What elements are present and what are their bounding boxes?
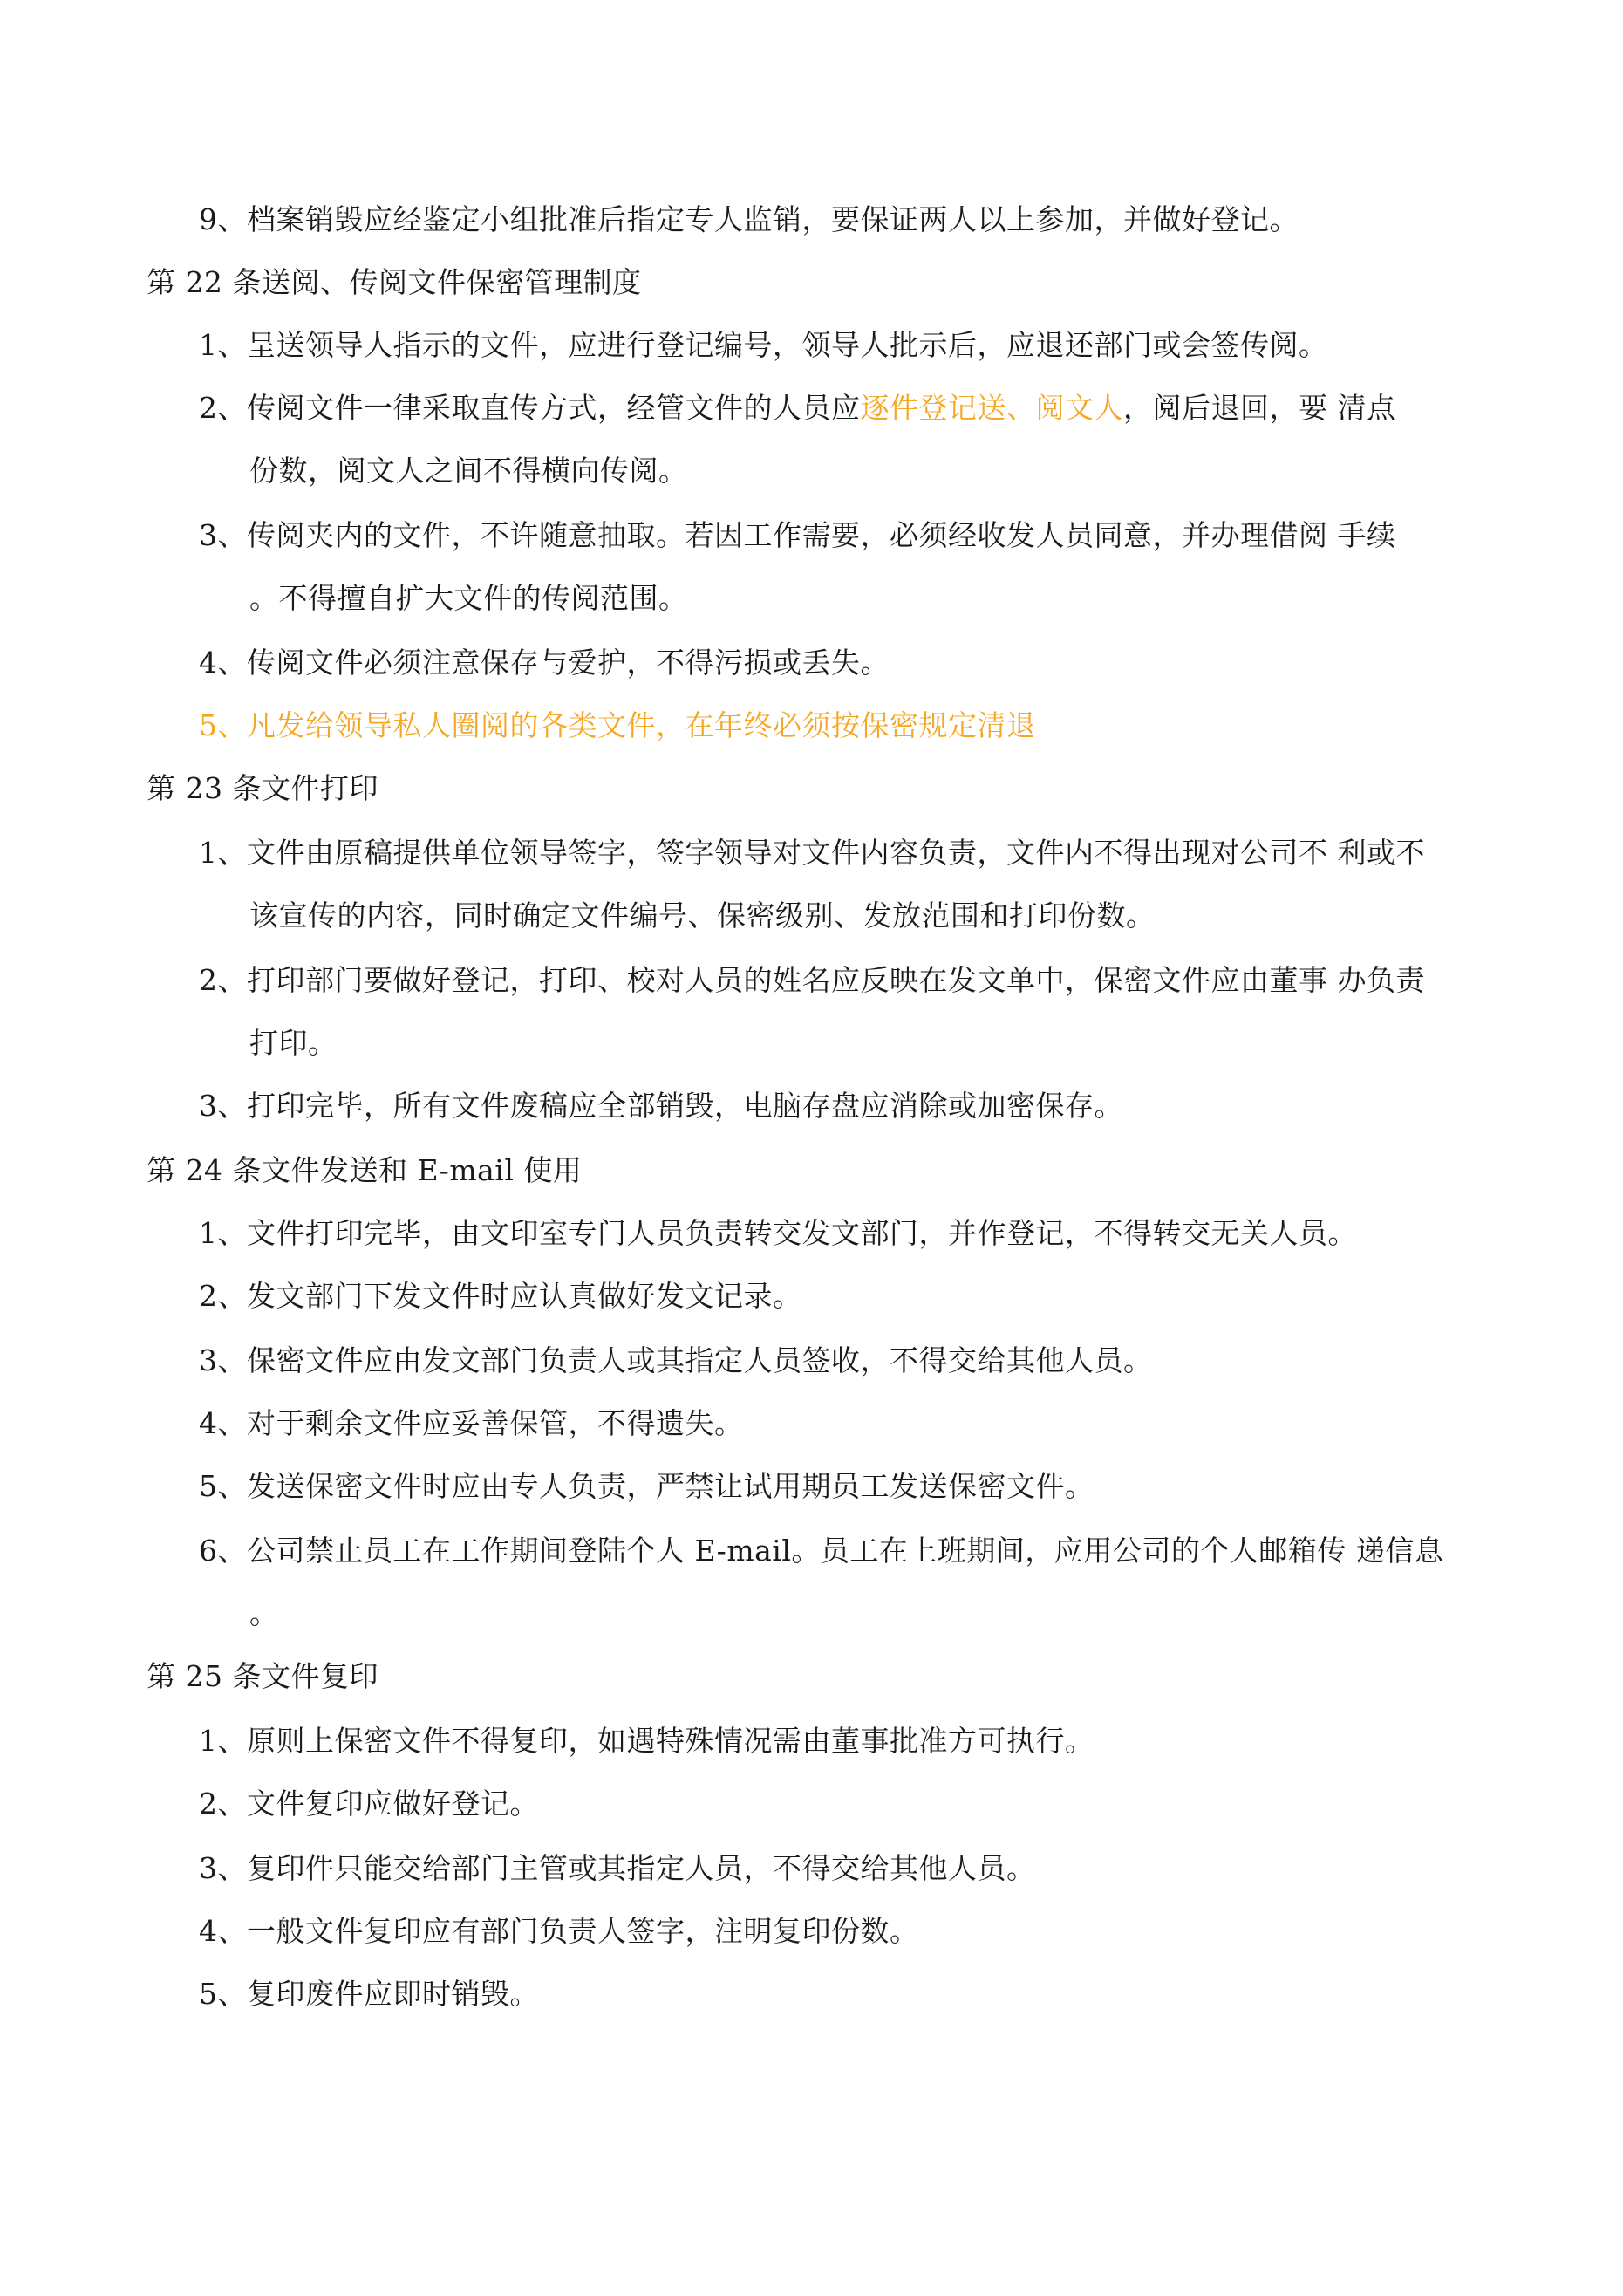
list-item-continuation bbox=[249, 1595, 279, 1633]
list-item bbox=[199, 1849, 1036, 1888]
text-run: 9、档案销毁应经鉴定小组批准后指定专人监销，要保证两人以上参加，并做好登记。 bbox=[199, 202, 1299, 236]
text-run: 1、文件由原稿提供单位领导签字，签字领导对文件内容负责，文件内不得出现对公司不 利或不 bbox=[199, 836, 1425, 870]
list-item bbox=[199, 1342, 1153, 1380]
text-run: 第 23 条文件打印 bbox=[147, 771, 378, 805]
text-run: 1、文件打印完毕，由文印室专门人员负责转交发文部门，并作登记，不得转交无关人员。 bbox=[199, 1216, 1357, 1250]
text-run: 5、发送保密文件时应由专人负责，严禁让试用期员工发送保密文件。 bbox=[199, 1469, 1095, 1503]
list-item bbox=[199, 1214, 1357, 1253]
list-item bbox=[199, 389, 1396, 427]
text-run: ，阅后退回，要 清点 bbox=[1123, 391, 1396, 425]
text-run: 第 25 条文件复印 bbox=[147, 1659, 378, 1693]
text-run: 份数，阅文人之间不得横向传阅。 bbox=[249, 454, 688, 488]
text-run: 打印。 bbox=[249, 1026, 338, 1060]
list-item bbox=[199, 1404, 744, 1443]
list-item bbox=[199, 516, 1396, 555]
list-item bbox=[199, 1912, 919, 1951]
section-heading bbox=[147, 1151, 582, 1190]
text-run: 。不得擅自扩大文件的传阅范围。 bbox=[249, 581, 688, 615]
text-run: 4、对于剩余文件应妥善保管，不得遗失。 bbox=[199, 1406, 744, 1440]
list-item bbox=[199, 707, 1036, 745]
text-run: 2、传阅文件一律采取直传方式，经管文件的人员应 bbox=[199, 391, 861, 425]
text-run: 3、打印完毕，所有文件废稿应全部销毁，电脑存盘应消除或加密保存。 bbox=[199, 1089, 1123, 1123]
text-run: 3、保密文件应由发文部门负责人或其指定人员签收，不得交给其他人员。 bbox=[199, 1343, 1153, 1377]
list-item bbox=[199, 1467, 1095, 1506]
list-item bbox=[199, 1087, 1123, 1125]
text-run: 2、发文部门下发文件时应认真做好发文记录。 bbox=[199, 1279, 802, 1313]
text-run: 第 24 条文件发送和 E-mail 使用 bbox=[147, 1153, 583, 1187]
list-item bbox=[199, 961, 1425, 1000]
section-heading bbox=[147, 263, 641, 302]
highlighted-text: 逐件登记送、阅文人 bbox=[860, 391, 1123, 425]
list-item bbox=[199, 1722, 1095, 1760]
section-heading bbox=[147, 769, 378, 808]
list-item bbox=[199, 326, 1328, 365]
text-run: 5、复印废件应即时销毁。 bbox=[199, 1977, 539, 2011]
list-item-continuation bbox=[249, 579, 688, 618]
text-run: 第 22 条送阅、传阅文件保密管理制度 bbox=[147, 265, 642, 299]
text-run: 2、打印部门要做好登记，打印、校对人员的姓名应反映在发文单中，保密文件应由董事 办负责 bbox=[199, 963, 1425, 997]
highlighted-text: 5、凡发给领导私人圈阅的各类文件，在年终必须按保密规定清退 bbox=[199, 708, 1036, 742]
text-run: 4、一般文件复印应有部门负责人签字，注明复印份数。 bbox=[199, 1914, 919, 1948]
text-run: 1、呈送领导人指示的文件，应进行登记编号，领导人批示后，应退还部门或会签传阅。 bbox=[199, 328, 1328, 362]
list-item-continuation bbox=[249, 452, 688, 490]
list-item-continuation bbox=[249, 897, 1156, 935]
list-item bbox=[199, 1975, 539, 2013]
text-run: 6、公司禁止员工在工作期间登陆个人 E-mail。员工在上班期间，应用公司的个人邮箱传 递信息 bbox=[199, 1534, 1444, 1568]
text-run: 4、传阅文件必须注意保存与爱护，不得污损或丢失。 bbox=[199, 646, 890, 680]
text-run: 1、原则上保密文件不得复印，如遇特殊情况需由董事批准方可执行。 bbox=[199, 1724, 1095, 1758]
list-item bbox=[199, 834, 1425, 872]
list-item bbox=[199, 1532, 1443, 1570]
list-item bbox=[199, 644, 890, 682]
text-run: 该宣传的内容，同时确定文件编号、保密级别、发放范围和打印份数。 bbox=[249, 899, 1156, 933]
text-run: 3、复印件只能交给部门主管或其指定人员，不得交给其他人员。 bbox=[199, 1851, 1036, 1885]
list-item bbox=[199, 201, 1299, 239]
section-heading bbox=[147, 1657, 378, 1696]
list-item-continuation bbox=[249, 1024, 338, 1063]
text-run: 3、传阅夹内的文件，不许随意抽取。若因工作需要，必须经收发人员同意，并办理借阅 手续 bbox=[199, 518, 1396, 552]
text-run: 。 bbox=[249, 1596, 279, 1630]
text-run: 2、文件复印应做好登记。 bbox=[199, 1787, 539, 1821]
list-item bbox=[199, 1277, 802, 1315]
list-item bbox=[199, 1785, 539, 1823]
